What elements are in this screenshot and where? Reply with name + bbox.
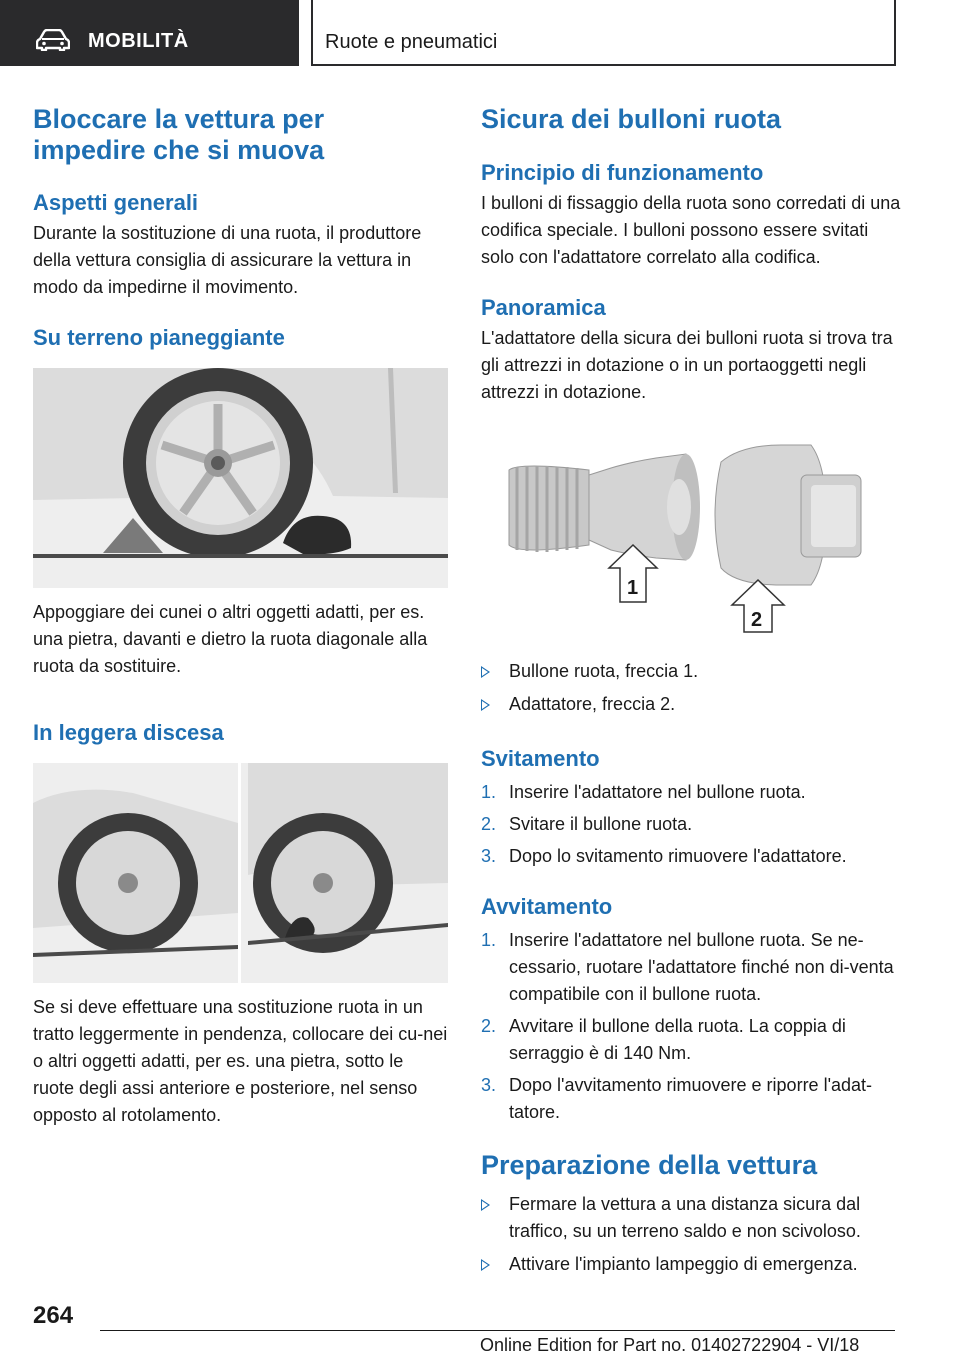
right-column [481,104,901,1278]
subheading-screw: Avvitamento [481,894,613,919]
section-heading-preparation: Preparazione della vettura [481,1150,818,1180]
topic-title: Ruote e pneumatici [325,31,498,53]
header-section-tab [0,0,299,66]
list-item: 2. Avvitare il bullone della ruota. La coppia di serraggio è di 140 Nm. [481,1016,846,1063]
left-column [33,104,448,1129]
list-item: 2. Svitare il bullone ruota. [481,814,693,834]
subheading-unscrew: Svitamento [481,746,600,771]
lug-bolt-figure [481,440,896,635]
preparation-list [481,1191,901,1278]
subheading-general: Aspetti generali [33,190,199,215]
arrow-2-label: 2 [751,609,763,631]
header-divider [894,0,896,66]
car-icon [36,29,70,51]
list-item: Attivare l'impianto lampeggio di emergenza. [481,1251,901,1278]
subheading-flat: Su terreno pianeggiante [33,325,285,350]
list-item: 3. Dopo l'avvitamento rimuovere e riporre l'adat-tatore. [481,1075,873,1122]
lug-bolt-graphic [509,454,700,560]
adapter-graphic [715,445,861,585]
section-heading-lug-lock: Sicura dei bulloni ruota [481,104,782,134]
unscrew-steps [481,779,901,870]
footer-divider [100,1330,895,1331]
subheading-principle: Principio di funzionamento [481,160,764,185]
header-divider [311,0,313,66]
list-item: Adattatore, freccia 2. [481,691,901,718]
arrow-1-label: 1 [627,577,639,599]
list-item: 3. Dopo lo svitamento rimuovere l'adattatore. [481,846,847,866]
list-item: 1. Inserire l'adattatore nel bullone ruota. [481,782,806,802]
screw-steps [481,927,901,1126]
bullet-triangle-icon [481,699,490,711]
overview-paragraph: L'adattatore della sicura dei bulloni ruota si trova tra gli attrezzi in dotazione o in un portaoggetti negli attrezzi in dotazione. [481,328,893,402]
slope-paragraph: Se si deve effettuare una sostituzione ruota in un tratto leggermente in pendenza, collocare dei cu-nei o altri oggetti adatti, per es. una pietra, sotto le ruote degli assi anteriore e posteriore, nel senso opposto al rotolamento. [33,997,448,1125]
page-number: 264 [33,1302,74,1329]
flat-ground-illustration [33,368,448,588]
section-heading: Bloccare la vettura per impedire che si muova [33,104,325,165]
flat-paragraph: Appoggiare dei cunei o altri oggetti adatti, per es. una pietra, davanti e dietro la ruota diagonale alla ruota da sostituire. [33,602,428,676]
bullet-triangle-icon [481,1259,490,1271]
header-divider [311,64,896,66]
list-item: Fermare la vettura a una distanza sicura dal traffico, su un terreno saldo e non scivoloso. [481,1191,901,1245]
overview-list [481,658,901,718]
section-title: MOBILITÀ [88,30,189,52]
subheading-overview: Panoramica [481,295,606,320]
general-paragraph: Durante la sostituzione di una ruota, il produttore della vettura consiglia di assicurare la vettura in modo da impedirne il movimento. [33,223,422,297]
principle-paragraph: I bulloni di fissaggio della ruota sono corredati di una codifica speciale. I bulloni possono essere svitati solo con l'adattatore correlato alla codifica. [481,193,901,267]
footer-edition: Online Edition for Part no. 01402722904 - VI/18 [480,1335,860,1355]
bullet-triangle-icon [481,666,490,678]
bullet-triangle-icon [481,1199,490,1211]
subheading-slope: In leggera discesa [33,720,224,745]
list-item: 1. Inserire l'adattatore nel bullone ruota. Se ne-cessario, ruotare l'adattatore finché non di-venta compatibile con il bullone ruota. [481,930,894,1004]
list-item: Bullone ruota, freccia 1. [481,658,901,685]
slope-illustration [33,763,448,983]
